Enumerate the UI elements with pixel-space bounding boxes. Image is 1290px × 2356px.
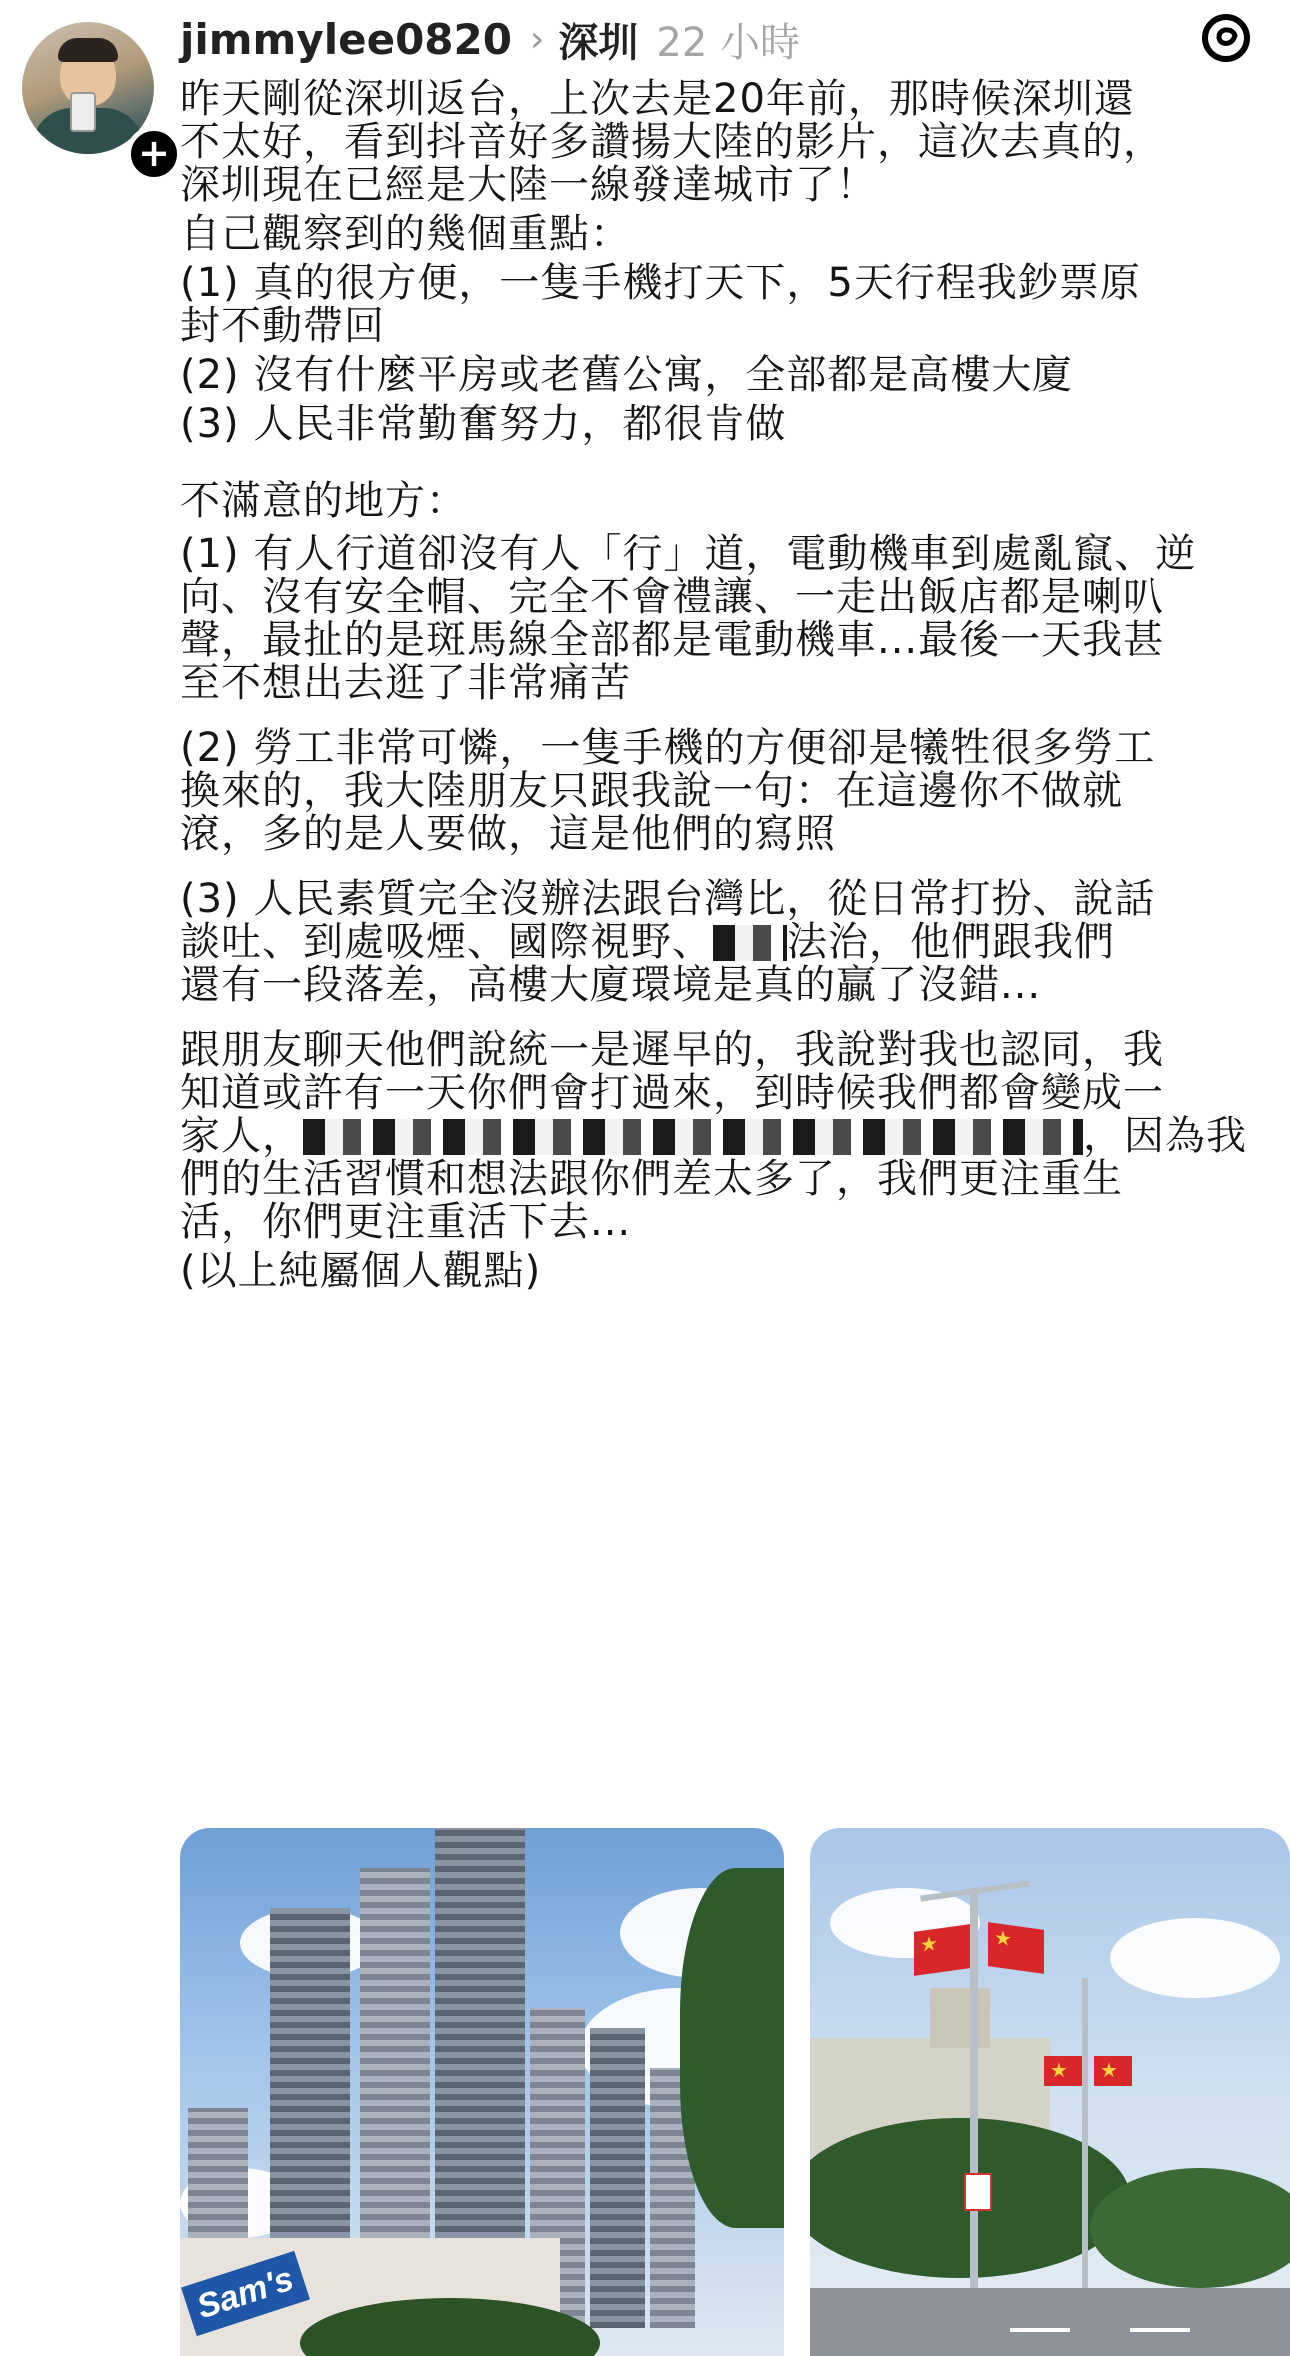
lamp-pole	[1082, 1978, 1088, 2308]
complaint-line: (3) 人民素質完全沒辦法跟台灣比，從日常打扮、說話	[180, 876, 1156, 922]
post-body	[180, 78, 1270, 1293]
flag	[914, 1924, 970, 1976]
tree	[1090, 2168, 1290, 2288]
closing-line: 知道或許有一天你們會打過來，到時候我們都會變成一	[180, 1070, 1164, 1116]
complaints-title: 不滿意的地方：	[180, 478, 467, 524]
closing-line: 跟朋友聊天他們說統一是遲早的，我說對我也認同，我	[180, 1027, 1164, 1073]
avatar-hair	[58, 38, 118, 62]
complaint-line: 向、沒有安全帽、完全不會禮讓、一走出飯店都是喇叭	[180, 574, 1164, 620]
intro-line: 不太好，看到抖音好多讚揚大陸的影片，這次去真的，	[180, 119, 1164, 165]
post-photo-street-flags[interactable]	[810, 1828, 1290, 2356]
closing-text: 家人，	[180, 1113, 303, 1159]
complaint-text: 法治，他們跟我們	[787, 919, 1115, 965]
complaint-line: (1) 有人行道卻沒有人「行」道，電動機車到處亂竄、逆	[180, 531, 1197, 577]
closing-line-redacted	[180, 1115, 1270, 1158]
lane-marking	[1130, 2328, 1190, 2332]
flag	[1044, 2056, 1082, 2086]
road	[810, 2288, 1290, 2356]
plus-icon: +	[138, 131, 170, 175]
closing-line: 活，你們更注重活下去...	[180, 1199, 632, 1245]
complaint-line: (2) 勞工非常可憐，一隻手機的方便卻是犧牲很多勞工	[180, 725, 1156, 771]
complaint-line: 滾，多的是人要做，這是他們的寫照	[180, 811, 836, 857]
flag	[1094, 2056, 1132, 2086]
post-photo-skyscrapers[interactable]	[180, 1828, 784, 2356]
chevron-right-icon: ›	[529, 18, 545, 60]
flag	[988, 1922, 1044, 1974]
complaint-line: 換來的，我大陸朋友只跟我說一句：在這邊你不做就	[180, 768, 1123, 814]
sams-sign: Sam's	[181, 2251, 310, 2336]
observations-title: 自己觀察到的幾個重點：	[180, 211, 631, 257]
intro-line: 深圳現在已經是大陸一線發達城市了！	[180, 162, 877, 208]
post-header	[180, 8, 800, 70]
avatar-phone	[70, 92, 96, 132]
lamp-pole	[970, 1888, 978, 2308]
follow-plus-button[interactable]	[126, 126, 182, 182]
post-timestamp: 22 小時	[656, 19, 800, 66]
observation-line: 封不動帶回	[180, 303, 385, 349]
redaction-block	[303, 1119, 1083, 1155]
complaint-line: 還有一段落差，高樓大廈環境是真的贏了沒錯...	[180, 962, 1042, 1008]
complaint-text: 談吐、到處吸煙、國際視野、	[180, 919, 713, 965]
closing-text: ，因為我	[1083, 1113, 1247, 1159]
building	[930, 1988, 990, 2048]
intro-line: 昨天剛從深圳返台，上次去是20年前，那時候深圳還	[180, 76, 1135, 122]
skyscraper	[590, 2028, 645, 2328]
lane-marking	[1010, 2328, 1070, 2332]
complaint-line: 至不想出去逛了非常痛苦	[180, 660, 631, 706]
observation-line: (1) 真的很方便，一隻手機打天下，5天行程我鈔票原	[180, 260, 1141, 306]
avatar-container[interactable]	[22, 22, 170, 175]
traffic-sign	[964, 2173, 992, 2211]
observation-line: (2) 沒有什麼平房或老舊公寓，全部都是高樓大廈	[180, 352, 1074, 398]
disclaimer: (以上純屬個人觀點)	[180, 1248, 542, 1294]
closing-line: 們的生活習慣和想法跟你們差太多了，我們更注重生	[180, 1156, 1123, 1202]
cloud	[1110, 1918, 1280, 1998]
tree	[680, 1868, 784, 2228]
complaint-line: 聲，最扯的是斑馬線全部都是電動機車...最後一天我甚	[180, 617, 1165, 663]
username-link[interactable]: jimmylee0820	[180, 14, 512, 64]
location-tag[interactable]: 深圳	[558, 19, 639, 66]
redaction-block	[713, 925, 787, 961]
complaint-line-redacted	[180, 921, 1270, 964]
observation-line: (3) 人民非常勤奮努力，都很肯做	[180, 401, 787, 447]
threads-icon[interactable]	[1198, 10, 1254, 66]
